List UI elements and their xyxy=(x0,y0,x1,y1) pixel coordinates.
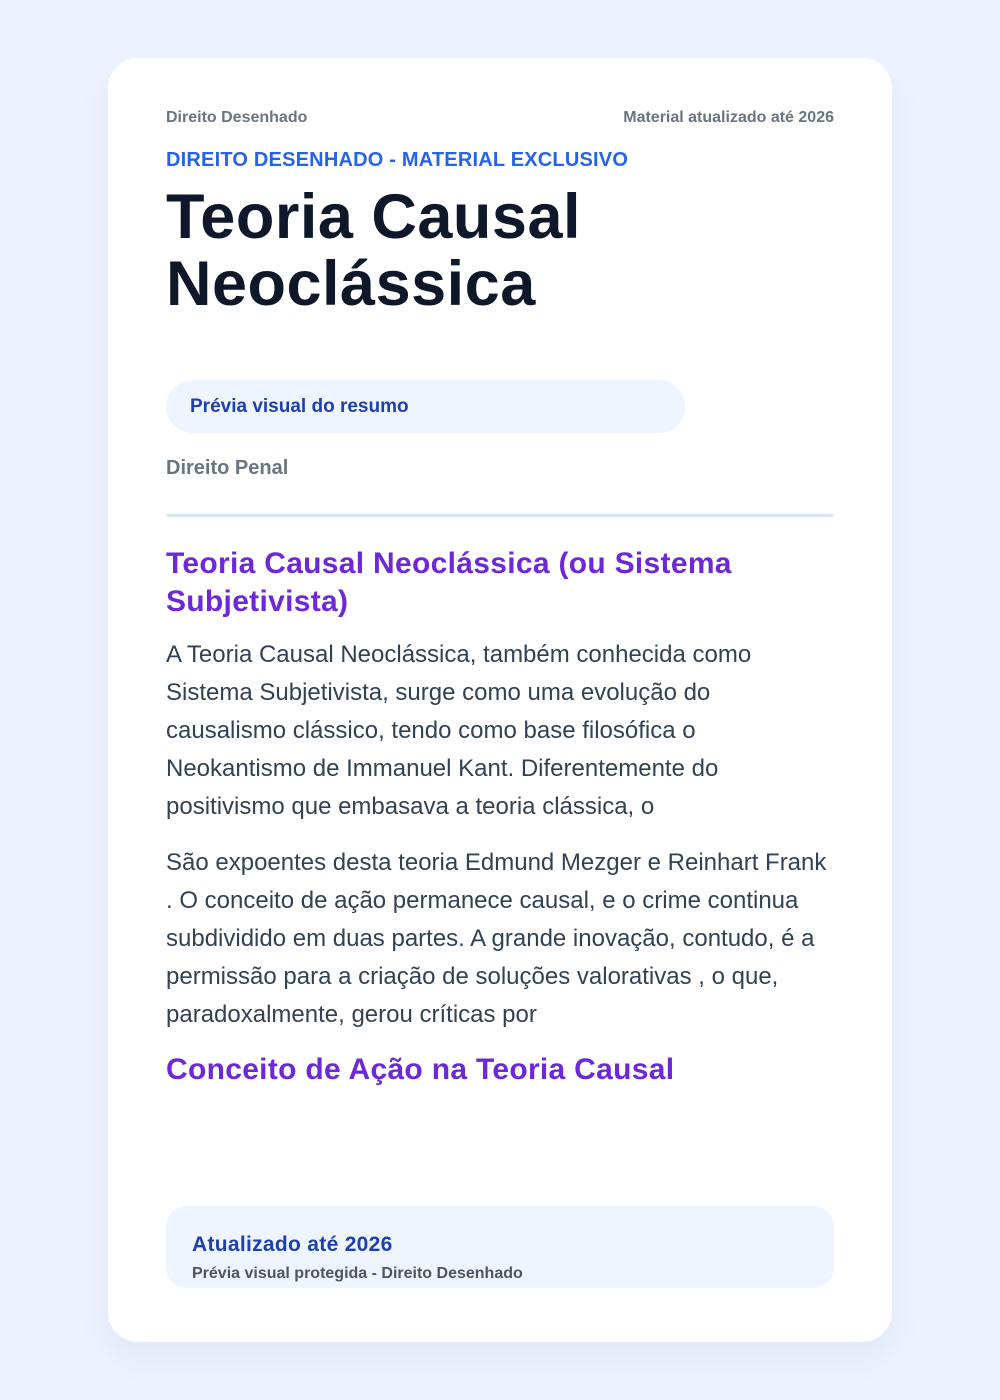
section-heading-action-concept: Conceito de Ação na Teoria Causal xyxy=(166,1053,675,1086)
subject-label: Direito Penal xyxy=(166,457,289,479)
document-content xyxy=(166,58,834,1342)
page-title: Teoria Causal Neoclássica xyxy=(166,182,581,319)
brand-name: Direito Desenhado xyxy=(166,109,308,126)
section-paragraph: São expoentes desta teoria Edmund Mezger e Reinhart Frank . O conceito de ação permanece causal, e o crime continua subdividido em duas partes. A grande inovação, contudo, é a permissão para a criação de soluções valorativas , o que, paradoxalmente, gerou críticas por xyxy=(166,849,827,1028)
section-heading-neoclassical-theory: Teoria Causal Neoclássica (ou Sistema Subjetivista) xyxy=(166,547,732,618)
preview-badge xyxy=(166,380,685,433)
footer-subtitle: Prévia visual protegida - Direito Desenhado xyxy=(192,1265,523,1282)
preview-badge-label: Prévia visual do resumo xyxy=(190,395,409,417)
footer-panel xyxy=(166,1206,834,1288)
footer-title: Atualizado até 2026 xyxy=(192,1233,393,1256)
exclusive-material-kicker: DIREITO DESENHADO - MATERIAL EXCLUSIVO xyxy=(166,149,629,171)
updated-note: Material atualizado até 2026 xyxy=(623,109,834,126)
document-header xyxy=(166,109,834,127)
section-paragraph: A Teoria Causal Neoclássica, também conhecida como Sistema Subjetivista, surge como uma evolução do causalismo clássico, tendo como base filosófica o Neokantismo de Immanuel Kant. Diferentemente do positivismo que embasava a teoria clássica, o xyxy=(166,641,752,820)
divider xyxy=(166,514,834,517)
document-card xyxy=(108,58,892,1342)
